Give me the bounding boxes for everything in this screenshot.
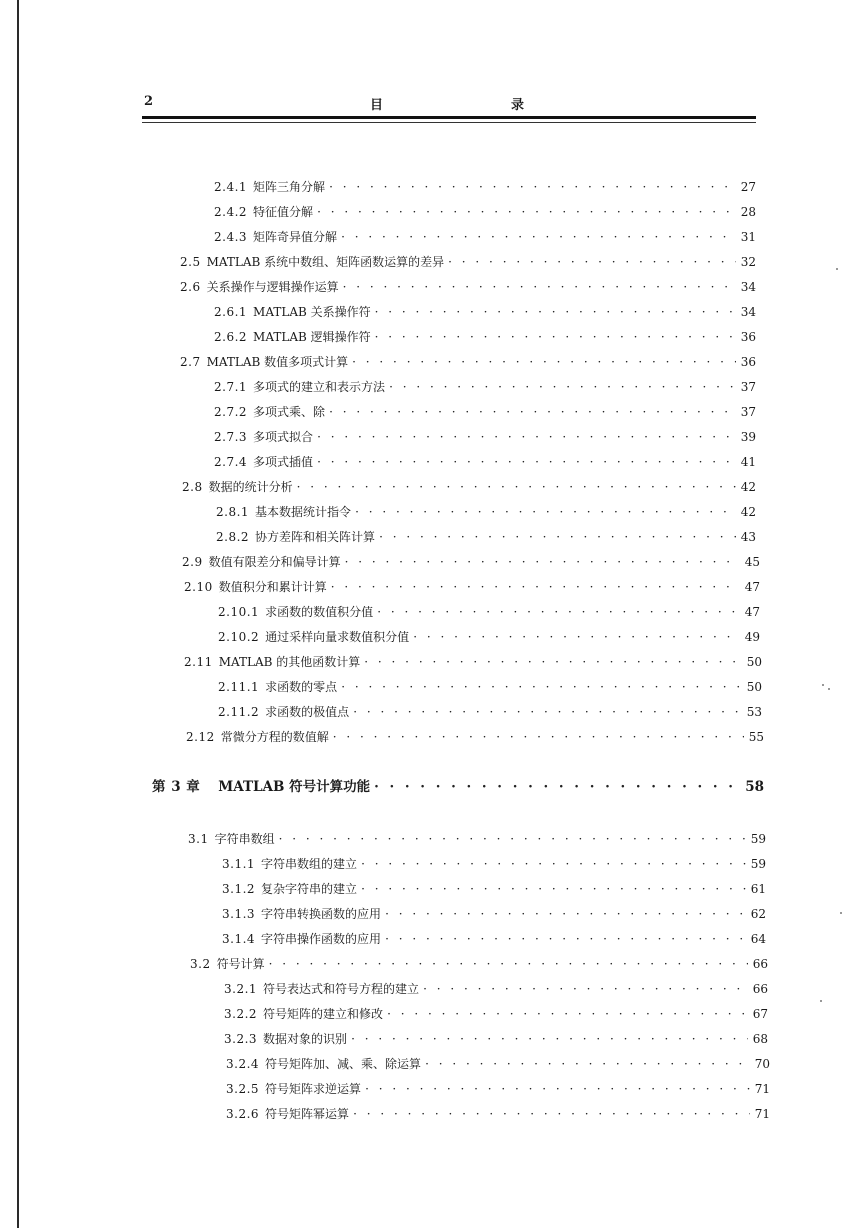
- dot-leader: [425, 1055, 750, 1073]
- entry-page: 39: [740, 430, 756, 444]
- entry-number: 2.6.2: [214, 330, 248, 344]
- entry-page: 37: [740, 405, 756, 419]
- dot-leader: [269, 955, 748, 973]
- entry-number: 2.11: [184, 655, 213, 669]
- entry-number: 3.1.4: [222, 932, 256, 946]
- entry-title: 矩阵奇异值分解: [253, 230, 338, 244]
- entry-number: 2.6: [180, 280, 201, 294]
- dot-leader: [389, 378, 736, 396]
- toc-entry-2-11[interactable]: [184, 653, 762, 671]
- entry-title: 求函数的极值点: [265, 705, 350, 719]
- dot-leader: [361, 855, 746, 873]
- entry-number: 3.2.1: [224, 982, 258, 996]
- dot-leader: [329, 403, 736, 421]
- toc-entry-2-6[interactable]: [180, 278, 756, 296]
- toc-entry-3-2-6[interactable]: [226, 1105, 770, 1123]
- entry-title: 多项式拟合: [253, 430, 314, 444]
- entry-number: 2.8: [182, 480, 203, 494]
- entry-page: 45: [744, 555, 760, 569]
- dot-leader: [343, 278, 736, 296]
- entry-number: 2.7: [180, 355, 201, 369]
- entry-title: 数值积分和累计计算: [218, 580, 327, 594]
- entry-page: 47: [744, 580, 760, 594]
- entry-number: 2.8.1: [216, 505, 250, 519]
- dot-leader: [361, 880, 746, 898]
- entry-number: 2.10: [184, 580, 213, 594]
- toc-entry-2-4-2[interactable]: [214, 203, 756, 221]
- entry-page: 27: [740, 180, 756, 194]
- entry-page: 66: [752, 982, 768, 996]
- entry-page: 43: [740, 530, 756, 544]
- entry-page: 55: [748, 730, 764, 744]
- dot-leader: [345, 553, 740, 571]
- entry-title: MATLAB 关系操作符: [253, 305, 371, 319]
- toc-entry-2-7-2[interactable]: [214, 403, 756, 421]
- entry-number: 2.11.2: [218, 705, 260, 719]
- chapter-number: 第 3 章: [152, 779, 201, 795]
- toc-entry-2-9[interactable]: [182, 553, 760, 571]
- entry-number: 3.2.3: [224, 1032, 258, 1046]
- scan-speck: [840, 912, 842, 914]
- toc-entry-3-2-4[interactable]: [226, 1055, 770, 1073]
- entry-number: 2.4.1: [214, 180, 248, 194]
- entry-number: 2.10.2: [218, 630, 260, 644]
- dot-leader: [364, 653, 742, 671]
- entry-page: 41: [740, 455, 756, 469]
- entry-title: 字符串数组: [214, 832, 275, 846]
- entry-page: 70: [754, 1057, 770, 1071]
- entry-title: MATLAB 数值多项式计算: [206, 355, 349, 369]
- toc-entry-2-7-4[interactable]: [214, 453, 756, 471]
- entry-number: 3.2.5: [226, 1082, 260, 1096]
- toc-entry-2-12[interactable]: [186, 728, 764, 746]
- toc-entry-2-4-1[interactable]: [214, 178, 756, 196]
- dot-leader: [353, 1105, 750, 1123]
- entry-title: 求函数的零点: [265, 680, 338, 694]
- entry-number: 2.8.2: [216, 530, 250, 544]
- entry-number: 3.1.1: [222, 857, 256, 871]
- entry-page: 36: [740, 355, 756, 369]
- entry-title: 协方差阵和相关阵计算: [255, 530, 376, 544]
- toc-entry-3-1[interactable]: [188, 830, 766, 848]
- dot-leader: [374, 777, 741, 797]
- toc-entry-3-1-1[interactable]: [222, 855, 766, 873]
- entry-page: 61: [750, 882, 766, 896]
- dot-leader: [279, 830, 746, 848]
- toc-entry-2-7[interactable]: [180, 353, 756, 371]
- entry-title: 求函数的数值积分值: [265, 605, 374, 619]
- toc-entry-3-1-2[interactable]: [222, 880, 766, 898]
- dot-leader: [385, 930, 746, 948]
- toc-entry-2-8-2[interactable]: [216, 528, 756, 546]
- entry-number: 2.4.2: [214, 205, 248, 219]
- entry-number: 3.2.6: [226, 1107, 260, 1121]
- scan-speck: [828, 688, 830, 690]
- toc-entry-2-10-1[interactable]: [218, 603, 760, 621]
- entry-page: 59: [750, 857, 766, 871]
- toc-entry-3-1-4[interactable]: [222, 930, 766, 948]
- entry-page: 50: [746, 680, 762, 694]
- dot-leader: [329, 178, 736, 196]
- entry-title: 多项式插值: [253, 455, 314, 469]
- dot-leader: [375, 303, 736, 321]
- entry-page: 53: [746, 705, 762, 719]
- entry-title: 符号表达式和符号方程的建立: [263, 982, 420, 996]
- entry-title: 字符串转换函数的应用: [261, 907, 382, 921]
- entry-page: 71: [754, 1107, 770, 1121]
- dot-leader: [317, 203, 736, 221]
- entry-title: 多项式乘、除: [253, 405, 326, 419]
- toc-entry-2-6-1[interactable]: [214, 303, 756, 321]
- dot-leader: [341, 228, 736, 246]
- entry-number: 2.9: [182, 555, 203, 569]
- entry-page: 62: [750, 907, 766, 921]
- entry-page: 32: [740, 255, 756, 269]
- header-title-part1: 目: [370, 98, 384, 113]
- dot-leader: [317, 428, 736, 446]
- toc-entry-2-11-2[interactable]: [218, 703, 762, 721]
- scan-speck: [836, 268, 838, 270]
- entry-title: MATLAB 逻辑操作符: [253, 330, 371, 344]
- entry-number: 2.5: [180, 255, 201, 269]
- dot-leader: [413, 628, 740, 646]
- entry-number: 2.7.4: [214, 455, 248, 469]
- dot-leader: [379, 528, 736, 546]
- entry-number: 2.7.1: [214, 380, 248, 394]
- entry-title: 符号矩阵求逆运算: [265, 1082, 362, 1096]
- entry-title: 复杂字符串的建立: [261, 882, 358, 896]
- toc-entry-2-7-3[interactable]: [214, 428, 756, 446]
- entry-number: 3.1.3: [222, 907, 256, 921]
- toc-entry-3-1-3[interactable]: [222, 905, 766, 923]
- entry-title: 数值有限差分和偏导计算: [208, 555, 341, 569]
- entry-page: 59: [750, 832, 766, 846]
- entry-page: 64: [750, 932, 766, 946]
- entry-page: 28: [740, 205, 756, 219]
- entry-number: 2.12: [186, 730, 215, 744]
- entry-number: 2.4.3: [214, 230, 248, 244]
- entry-title: 数据对象的识别: [263, 1032, 348, 1046]
- entry-page: 31: [740, 230, 756, 244]
- scan-speck: [820, 1000, 822, 1002]
- toc-entry-2-8[interactable]: [182, 478, 756, 496]
- dot-leader: [297, 478, 736, 496]
- dot-leader: [423, 980, 748, 998]
- dot-leader: [353, 703, 742, 721]
- entry-page: 36: [740, 330, 756, 344]
- entry-number: 2.7.2: [214, 405, 248, 419]
- dot-leader: [317, 453, 736, 471]
- entry-number: 2.11.1: [218, 680, 260, 694]
- entry-page: 66: [752, 957, 768, 971]
- toc-entry-3-2-5[interactable]: [226, 1080, 770, 1098]
- entry-page: 71: [754, 1082, 770, 1096]
- dot-leader: [331, 578, 740, 596]
- entry-title: 符号矩阵的建立和修改: [263, 1007, 384, 1021]
- entry-number: 2.10.1: [218, 605, 260, 619]
- entry-page: 42: [740, 480, 756, 494]
- dot-leader: [333, 728, 744, 746]
- entry-page: 68: [752, 1032, 768, 1046]
- toc-entry-2-6-2[interactable]: [214, 328, 756, 346]
- entry-page: 37: [740, 380, 756, 394]
- scan-speck: [822, 684, 824, 686]
- entry-title: 字符串操作函数的应用: [261, 932, 382, 946]
- entry-number: 3.1: [188, 832, 209, 846]
- dot-leader: [365, 1080, 750, 1098]
- entry-title: 基本数据统计指令: [255, 505, 352, 519]
- entry-title: 符号矩阵幂运算: [265, 1107, 350, 1121]
- entry-page: 49: [744, 630, 760, 644]
- dot-leader: [355, 503, 736, 521]
- entry-title: 符号计算: [216, 957, 265, 971]
- chapter-page: 58: [745, 779, 764, 795]
- dot-leader: [448, 253, 736, 271]
- entry-page: 67: [752, 1007, 768, 1021]
- toc-entry-2-7-1[interactable]: [214, 378, 756, 396]
- toc-entry-2-10-2[interactable]: [218, 628, 760, 646]
- toc-entry-2-4-3[interactable]: [214, 228, 756, 246]
- entry-title: 常微分方程的数值解: [220, 730, 329, 744]
- entry-number: 2.7.3: [214, 430, 248, 444]
- entry-number: 3.1.2: [222, 882, 256, 896]
- dot-leader: [377, 603, 740, 621]
- entry-page: 47: [744, 605, 760, 619]
- entry-number: 2.6.1: [214, 305, 248, 319]
- entry-title: MATLAB 系统中数组、矩阵函数运算的差异: [206, 255, 445, 269]
- entry-number: 3.2.2: [224, 1007, 258, 1021]
- page-number: 2: [144, 94, 154, 109]
- entry-title: MATLAB 的其他函数计算: [218, 655, 361, 669]
- entry-number: 3.2: [190, 957, 211, 971]
- dot-leader: [375, 328, 736, 346]
- dot-leader: [341, 678, 742, 696]
- entry-page: 42: [740, 505, 756, 519]
- dot-leader: [352, 353, 736, 371]
- dot-leader: [387, 1005, 748, 1023]
- dot-leader: [351, 1030, 748, 1048]
- entry-title: 关系操作与逻辑操作运算: [206, 280, 339, 294]
- toc-entry-2-8-1[interactable]: [216, 503, 756, 521]
- toc-entry-3-2-3[interactable]: [224, 1030, 768, 1048]
- entry-title: 矩阵三角分解: [253, 180, 326, 194]
- toc-entry-2-11-1[interactable]: [218, 678, 762, 696]
- dot-leader: [385, 905, 746, 923]
- entry-title: 特征值分解: [253, 205, 314, 219]
- entry-page: 34: [740, 280, 756, 294]
- entry-title: 字符串数组的建立: [261, 857, 358, 871]
- entry-page: 34: [740, 305, 756, 319]
- entry-page: 50: [746, 655, 762, 669]
- entry-title: 多项式的建立和表示方法: [253, 380, 386, 394]
- toc-entry-3-2-1[interactable]: [224, 980, 768, 998]
- entry-title: 数据的统计分析: [208, 480, 293, 494]
- entry-title: 通过采样向量求数值积分值: [265, 630, 410, 644]
- header-title-part2: 录: [511, 98, 525, 113]
- toc-entry-3-2-2[interactable]: [224, 1005, 768, 1023]
- entry-title: 符号矩阵加、减、乘、除运算: [265, 1057, 422, 1071]
- toc-chapter-3[interactable]: [152, 777, 764, 797]
- entry-number: 3.2.4: [226, 1057, 260, 1071]
- chapter-title: MATLAB 符号计算功能: [218, 779, 371, 795]
- toc-entry-3-2[interactable]: [190, 955, 768, 973]
- toc-entry-2-10[interactable]: [184, 578, 760, 596]
- toc-entry-2-5[interactable]: [180, 253, 756, 271]
